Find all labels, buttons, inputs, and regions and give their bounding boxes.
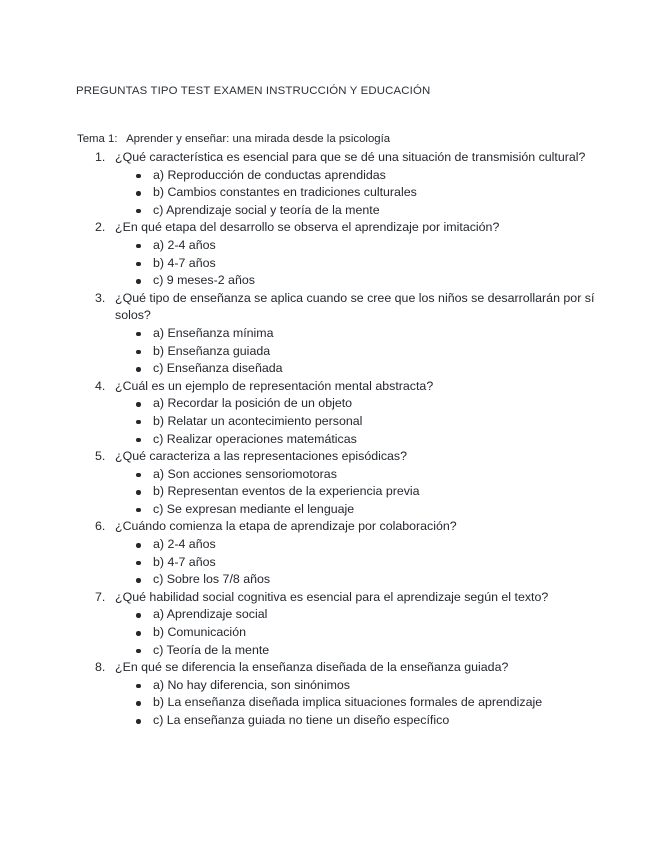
question-number: 4. xyxy=(95,378,106,393)
answer-option xyxy=(115,431,595,449)
option-text: a) 2-4 años xyxy=(153,537,216,552)
answer-option xyxy=(115,694,595,712)
bullet-icon xyxy=(136,684,141,689)
option-text: b) Enseñanza guiada xyxy=(153,343,271,358)
bullet-icon xyxy=(136,578,141,583)
question-body xyxy=(115,659,595,729)
answer-option xyxy=(115,202,595,220)
section-label: Tema 1: xyxy=(77,133,118,145)
document-title: PREGUNTAS TIPO TEST EXAMEN INSTRUCCIÓN Y EDUCACIÓN xyxy=(76,85,431,97)
answer-option xyxy=(115,272,595,290)
question-item xyxy=(95,378,595,448)
question-text: ¿Qué caracteriza a las representaciones episódicas? xyxy=(115,449,408,464)
question-body xyxy=(115,290,595,378)
option-text: c) La enseñanza guiada no tiene un diseño específico xyxy=(153,713,450,727)
section-title: Aprender y enseñar: una mirada desde la psicología xyxy=(126,133,391,145)
option-list xyxy=(115,237,595,290)
option-text: c) Sobre los 7/8 años xyxy=(153,572,271,587)
answer-option xyxy=(115,554,595,572)
answer-option xyxy=(115,343,595,361)
question-text: ¿En qué etapa del desarrollo se observa el aprendizaje por imitación? xyxy=(115,220,500,235)
option-list xyxy=(115,395,595,448)
bullet-icon xyxy=(136,367,141,372)
option-text: c) Enseñanza diseñada xyxy=(153,361,283,376)
answer-option xyxy=(115,237,595,255)
bullet-icon xyxy=(136,350,141,355)
option-text: b) 4-7 años xyxy=(153,554,216,569)
answer-option xyxy=(115,184,595,202)
question-item xyxy=(95,219,595,289)
bullet-icon xyxy=(136,613,141,618)
question-list xyxy=(95,149,595,730)
bullet-icon xyxy=(136,209,141,214)
option-text: a) Son acciones sensoriomotoras xyxy=(153,466,337,481)
question-number: 8. xyxy=(95,660,106,675)
option-list xyxy=(115,325,595,378)
option-list xyxy=(115,536,595,589)
question-body xyxy=(115,448,595,518)
answer-option xyxy=(115,255,595,273)
question-text: ¿En qué se diferencia la enseñanza diseñada de la enseñanza guiada? xyxy=(115,660,509,675)
question-body xyxy=(115,589,595,659)
answer-option xyxy=(115,606,595,624)
option-text: a) No hay diferencia, son sinónimos xyxy=(153,677,350,692)
bullet-icon xyxy=(136,279,141,284)
question-item xyxy=(95,589,595,659)
question-item xyxy=(95,518,595,588)
question-item xyxy=(95,448,595,518)
option-text: b) La enseñanza diseñada implica situaciones formales de aprendizaje xyxy=(153,695,543,710)
question-body xyxy=(115,378,595,448)
bullet-icon xyxy=(136,701,141,706)
option-text: b) Comunicación xyxy=(153,625,246,640)
bullet-icon xyxy=(136,649,141,654)
question-text: ¿Cuándo comienza la etapa de aprendizaje por colaboración? xyxy=(115,519,457,534)
bullet-icon xyxy=(136,543,141,548)
answer-option xyxy=(115,395,595,413)
bullet-icon xyxy=(136,420,141,425)
option-text: c) Teoría de la mente xyxy=(153,642,270,657)
answer-option xyxy=(115,712,595,730)
option-text: b) Representan eventos de la experiencia previa xyxy=(153,484,420,499)
bullet-icon xyxy=(136,508,141,513)
option-text: c) Se expresan mediante el lenguaje xyxy=(153,501,355,516)
answer-option xyxy=(115,466,595,484)
section-heading xyxy=(77,133,390,145)
answer-option xyxy=(115,360,595,378)
answer-option xyxy=(115,536,595,554)
question-text: ¿Qué característica es esencial para que se dé una situación de transmisión cultural? xyxy=(115,150,586,164)
question-number: 3. xyxy=(95,290,106,305)
question-item xyxy=(95,659,595,729)
bullet-icon xyxy=(136,191,141,196)
option-text: b) Cambios constantes en tradiciones culturales xyxy=(153,185,417,200)
bullet-icon xyxy=(136,473,141,478)
question-item xyxy=(95,290,595,378)
answer-option xyxy=(115,483,595,501)
question-body xyxy=(115,149,595,219)
question-body xyxy=(115,219,595,289)
option-text: a) Enseñanza mínima xyxy=(153,325,274,340)
option-text: a) 2-4 años xyxy=(153,237,216,252)
question-number: 6. xyxy=(95,519,106,534)
option-list xyxy=(115,466,595,519)
bullet-icon xyxy=(136,174,141,179)
question-text: ¿Qué tipo de enseñanza se aplica cuando se cree que los niños se desarrollarán por sí solos? xyxy=(115,290,595,323)
question-number: 5. xyxy=(95,449,106,464)
answer-option xyxy=(115,501,595,519)
answer-option xyxy=(115,624,595,642)
bullet-icon xyxy=(136,631,141,636)
answer-option xyxy=(115,325,595,343)
option-text: b) Relatar un acontecimiento personal xyxy=(153,413,363,428)
answer-option xyxy=(115,413,595,431)
question-text: ¿Qué habilidad social cognitiva es esencial para el aprendizaje según el texto? xyxy=(115,589,549,604)
option-text: a) Recordar la posición de un objeto xyxy=(153,396,353,411)
question-text: ¿Cuál es un ejemplo de representación mental abstracta? xyxy=(115,378,434,393)
bullet-icon xyxy=(136,561,141,566)
option-text: b) 4-7 años xyxy=(153,255,216,270)
bullet-icon xyxy=(136,402,141,407)
question-body xyxy=(115,518,595,588)
option-text: c) 9 meses-2 años xyxy=(153,273,255,288)
question-number: 2. xyxy=(95,220,106,235)
bullet-icon xyxy=(136,244,141,249)
answer-option xyxy=(115,167,595,185)
question-item xyxy=(95,149,595,219)
bullet-icon xyxy=(136,438,141,443)
bullet-icon xyxy=(136,262,141,267)
answer-option xyxy=(115,677,595,695)
option-list xyxy=(115,167,595,220)
option-text: a) Reproducción de conductas aprendidas xyxy=(153,167,386,182)
option-list xyxy=(115,606,595,659)
bullet-icon xyxy=(136,332,141,337)
option-list xyxy=(115,677,595,730)
answer-option xyxy=(115,642,595,660)
option-text: c) Realizar operaciones matemáticas xyxy=(153,431,357,446)
answer-option xyxy=(115,571,595,589)
option-text: a) Aprendizaje social xyxy=(153,607,268,622)
option-text: c) Aprendizaje social y teoría de la mente xyxy=(153,202,380,217)
question-number: 1. xyxy=(95,150,106,164)
question-number: 7. xyxy=(95,589,106,604)
bullet-icon xyxy=(136,490,141,495)
bullet-icon xyxy=(136,719,141,724)
